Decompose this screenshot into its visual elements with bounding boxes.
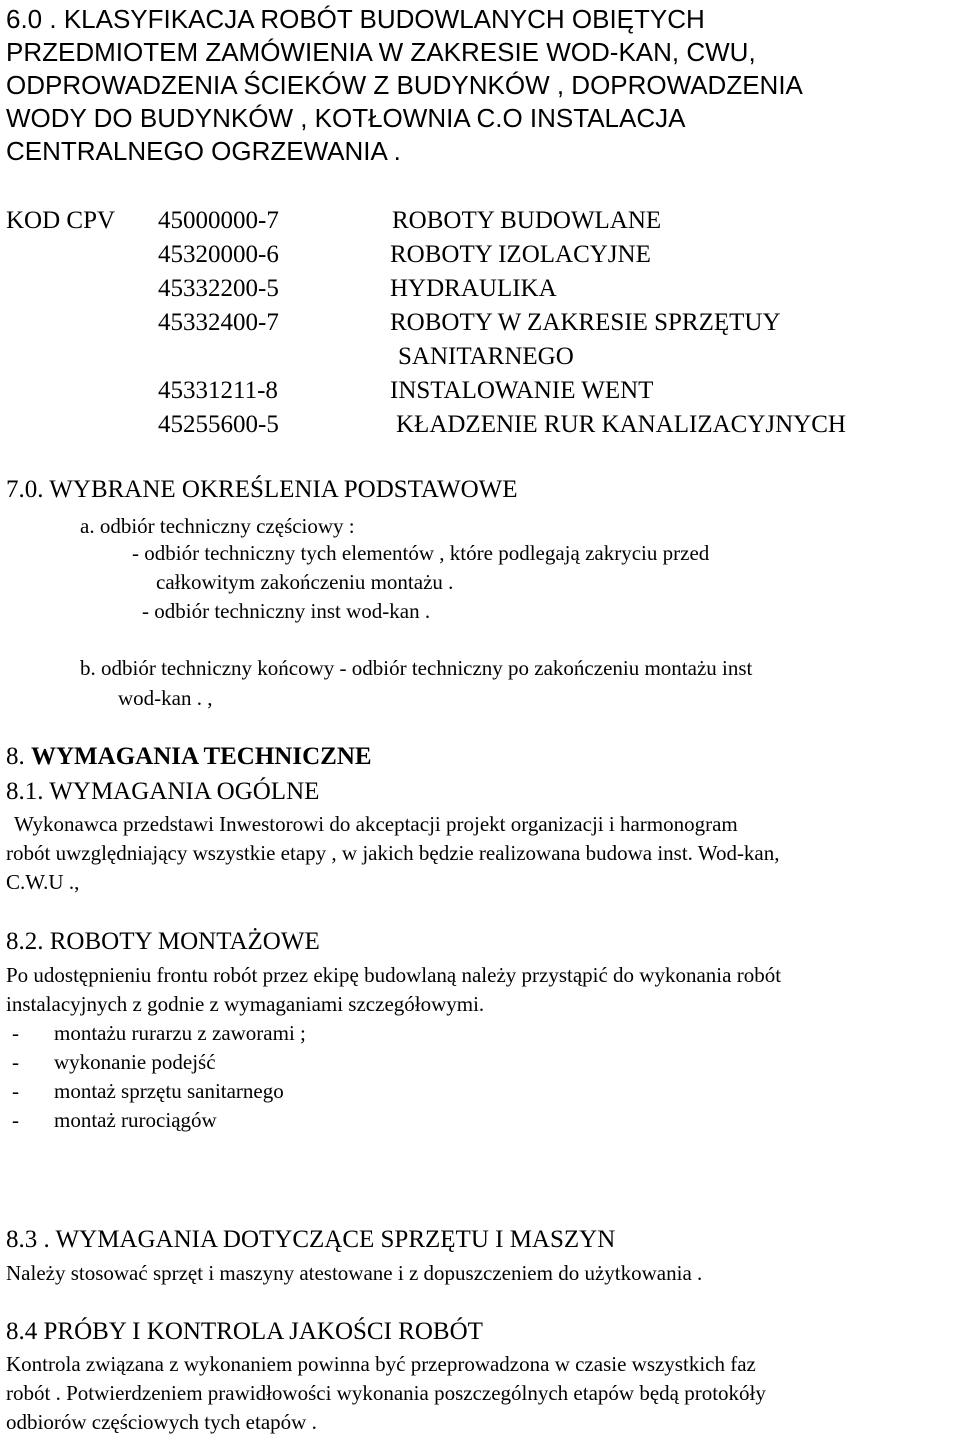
section-6-heading-line-3: ODPROWADZENIA ŚCIEKÓW Z BUDYNKÓW , DOPROWADZENIA (6, 70, 803, 100)
definition-a-sub-2: - odbiór techniczny inst wod-kan . (142, 599, 431, 623)
cpv-name: ROBOTY BUDOWLANE (392, 207, 662, 234)
section-6-heading-line-5: CENTRALNEGO OGRZEWANIA . (6, 136, 401, 166)
definition-a-sub-1: - odbiór techniczny tych elementów , które podlegają zakryciu przed (132, 541, 710, 565)
list-item (12, 1108, 217, 1133)
definition-a: a. odbiór techniczny częściowy : (80, 514, 355, 538)
list-item-text: wykonanie podejść (54, 1050, 216, 1074)
section-6-heading-line-4: WODY DO BUDYNKÓW , KOTŁOWNIA C.O INSTALACJA (6, 103, 686, 133)
list-item-text: montaż sprzętu sanitarnego (54, 1079, 284, 1103)
section-8-heading (6, 743, 372, 771)
section-8-2-text-line-1: Po udostępnieniu frontu robót przez ekipę budowlaną należy przystąpić do wykonania robót (6, 963, 782, 987)
list-dash: - (12, 1021, 19, 1045)
section-8-1-text-line-3: C.W.U ., (6, 870, 80, 894)
section-8-1-heading: 8.1. WYMAGANIA OGÓLNE (6, 778, 320, 805)
cpv-code: 45331211-8 (158, 377, 278, 404)
cpv-name-continuation: SANITARNEGO (398, 343, 574, 370)
section-7-heading: 7.0. WYBRANE OKREŚLENIA PODSTAWOWE (6, 476, 518, 503)
section-6-heading-line-2: PRZEDMIOTEM ZAMÓWIENIA W ZAKRESIE WOD-KAN, CWU, (6, 37, 756, 67)
list-item (12, 1021, 306, 1046)
section-8-2-heading: 8.2. ROBOTY MONTAŻOWE (6, 928, 320, 955)
section-8-3-heading: 8.3 . WYMAGANIA DOTYCZĄCE SPRZĘTU I MASZYN (6, 1226, 616, 1253)
section-8-3-text: Należy stosować sprzęt i maszyny atestowane i z dopuszczeniem do użytkowania . (6, 1261, 703, 1285)
list-dash: - (12, 1108, 19, 1132)
section-8-4-text-line-3: odbiorów częściowych tych etapów . (6, 1410, 317, 1434)
list-item (12, 1079, 284, 1104)
definition-b-cont: wod-kan . , (118, 686, 213, 710)
section-8-4-text-line-2: robót . Potwierdzeniem prawidłowości wykonania poszczególnych etapów będą protokóły (6, 1381, 766, 1405)
list-item (12, 1050, 216, 1075)
section-8-1-text-line-1: Wykonawca przedstawi Inwestorowi do akceptacji projekt organizacji i harmonogram (14, 812, 738, 836)
cpv-code: 45332400-7 (158, 309, 279, 336)
section-8-title: WYMAGANIA TECHNICZNE (31, 743, 372, 770)
cpv-name: ROBOTY W ZAKRESIE SPRZĘTUY (390, 309, 781, 336)
definition-b: b. odbiór techniczny końcowy - odbiór techniczny po zakończeniu montażu inst (80, 656, 753, 680)
list-item-text: montaż rurociągów (54, 1108, 217, 1132)
cpv-code: 45000000-7 (158, 207, 279, 234)
list-item-text: montażu rurarzu z zaworami ; (54, 1021, 306, 1045)
cpv-name: INSTALOWANIE WENT (390, 377, 654, 404)
cpv-code: 45332200-5 (158, 275, 279, 302)
section-8-4-text-line-1: Kontrola związana z wykonaniem powinna być przeprowadzona w czasie wszystkich faz (6, 1352, 756, 1376)
section-8-4-heading: 8.4 PRÓBY I KONTROLA JAKOŚCI ROBÓT (6, 1318, 483, 1345)
section-6-heading-line-1: 6.0 . KLASYFIKACJA ROBÓT BUDOWLANYCH OBIĘTYCH (6, 4, 705, 34)
cpv-code: 45255600-5 (158, 411, 279, 438)
cpv-name: KŁADZENIE RUR KANALIZACYJNYCH (396, 411, 846, 438)
cpv-name: ROBOTY IZOLACYJNE (390, 241, 651, 268)
section-8-number: 8. (6, 743, 31, 770)
list-dash: - (12, 1050, 19, 1074)
list-dash: - (12, 1079, 19, 1103)
section-8-2-text-line-2: instalacyjnych z godnie z wymaganiami szczegółowymi. (6, 992, 485, 1016)
definition-a-sub-1-cont: całkowitym zakończeniu montażu . (156, 570, 454, 594)
cpv-prefix: KOD CPV (6, 207, 116, 234)
cpv-code: 45320000-6 (158, 241, 279, 268)
section-8-1-text-line-2: robót uwzględniający wszystkie etapy , w jakich będzie realizowana budowa inst. Wod-kan, (6, 841, 780, 865)
cpv-name: HYDRAULIKA (390, 275, 557, 302)
